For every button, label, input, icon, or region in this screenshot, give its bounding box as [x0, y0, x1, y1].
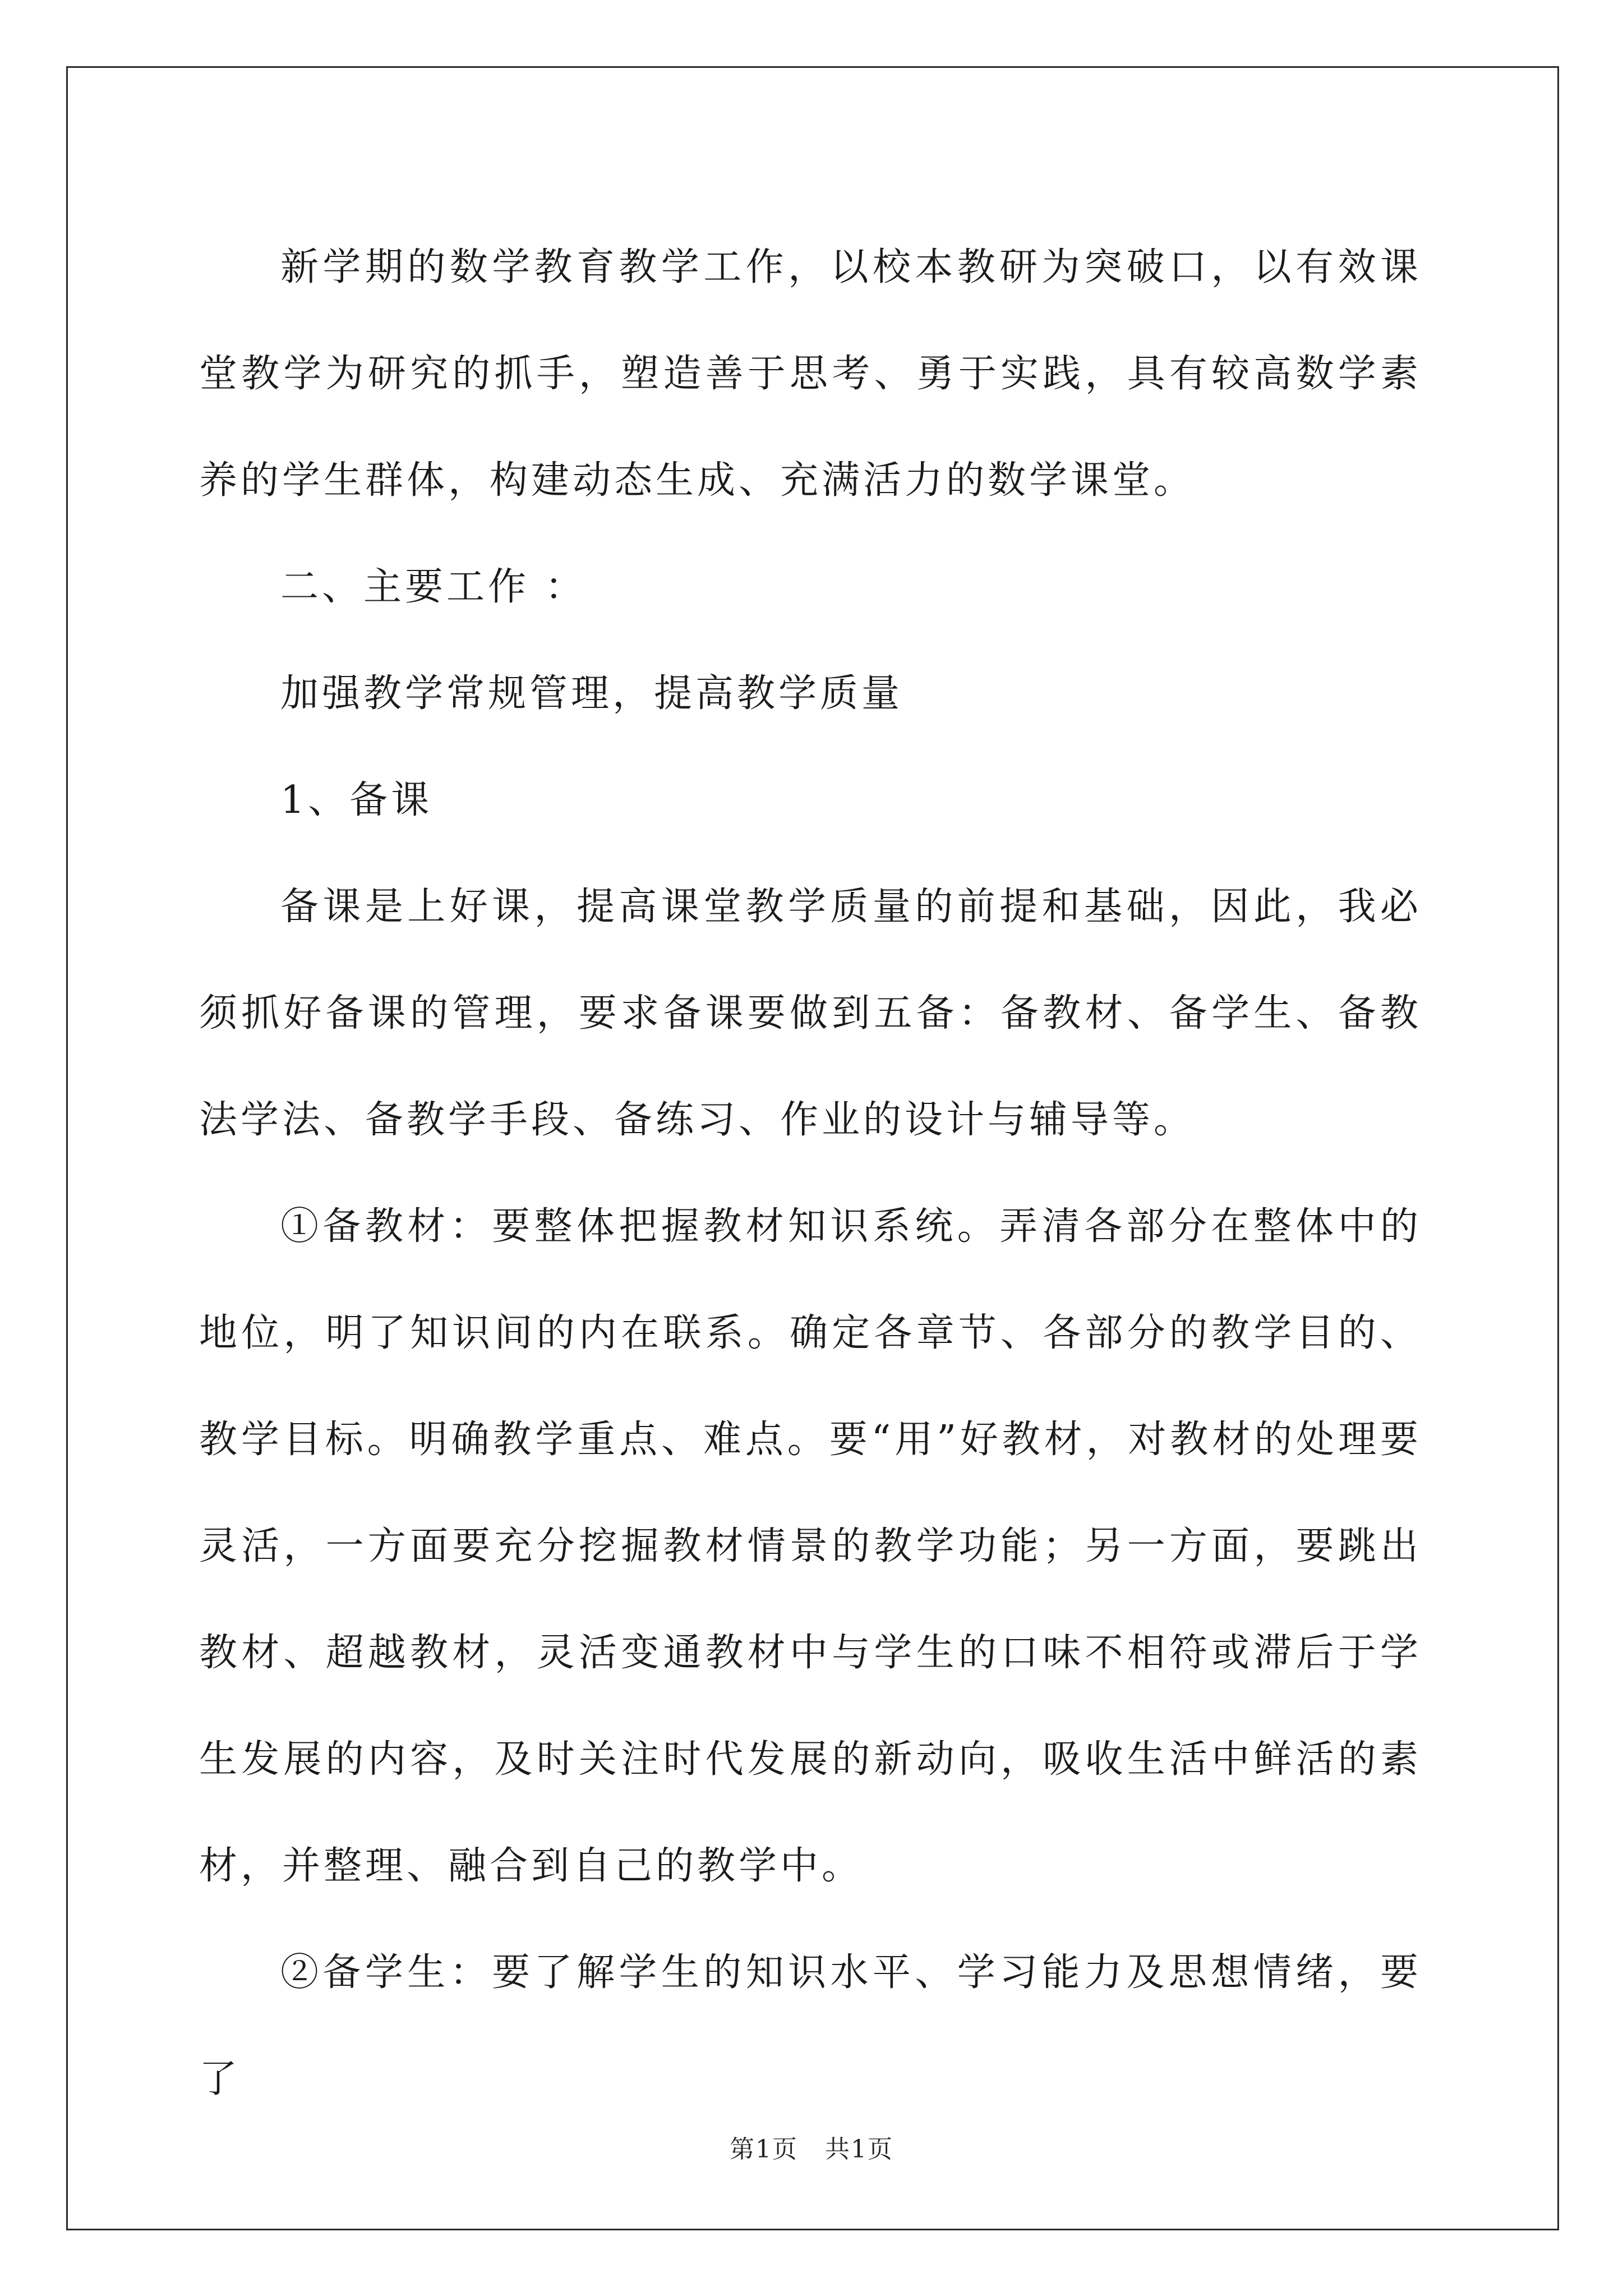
page-number: 第1页 [730, 2135, 798, 2164]
item-heading-lesson-prep: 1、备课 [280, 778, 433, 822]
section-heading-main-work: 二、主要工作 ： [280, 565, 587, 609]
paragraph-prepare-materials: ①备教材：要整体把握教材知识系统。弄清各部分在整体中的地位，明了知识间的内在联系。确定各章节、各部分的教学目的、教学目标。明确教学重点、难点。要“用”好教材，对教材的处理要灵活，一方面要充分挖掘教材情景的教学功能；另一方面，要跳出教材、超越教材，灵活变通教材中与学生的口味不相符或滞后于学生发展的内容，及时关注时代发展的新动向，吸收生活中鲜活的素材，并整理、融合到自己的教学中。 [199, 1204, 1422, 1888]
paragraph-intro: 新学期的数学教育教学工作，以校本教研为突破口，以有效课堂教学为研究的抓手，塑造善于思考、勇于实践，具有较高数学素养的学生群体，构建动态生成、充满活力的数学课堂。 [199, 245, 1422, 503]
subheading-teaching-management: 加强教学常规管理，提高教学质量 [280, 671, 903, 716]
paragraph-lesson-prep: 备课是上好课，提高课堂教学质量的前提和基础，因此，我必须抓好备课的管理，要求备课要做到五备：备教材、备学生、备教法学法、备教学手段、备练习、作业的设计与辅导等。 [199, 885, 1422, 1142]
page-footer [0, 2129, 1623, 2165]
page-total: 共1页 [825, 2135, 893, 2164]
paragraph-prepare-students: ②备学生：要了解学生的知识水平、学习能力及思想情绪，要了 [199, 1950, 1422, 2101]
document-body [199, 214, 1422, 2133]
